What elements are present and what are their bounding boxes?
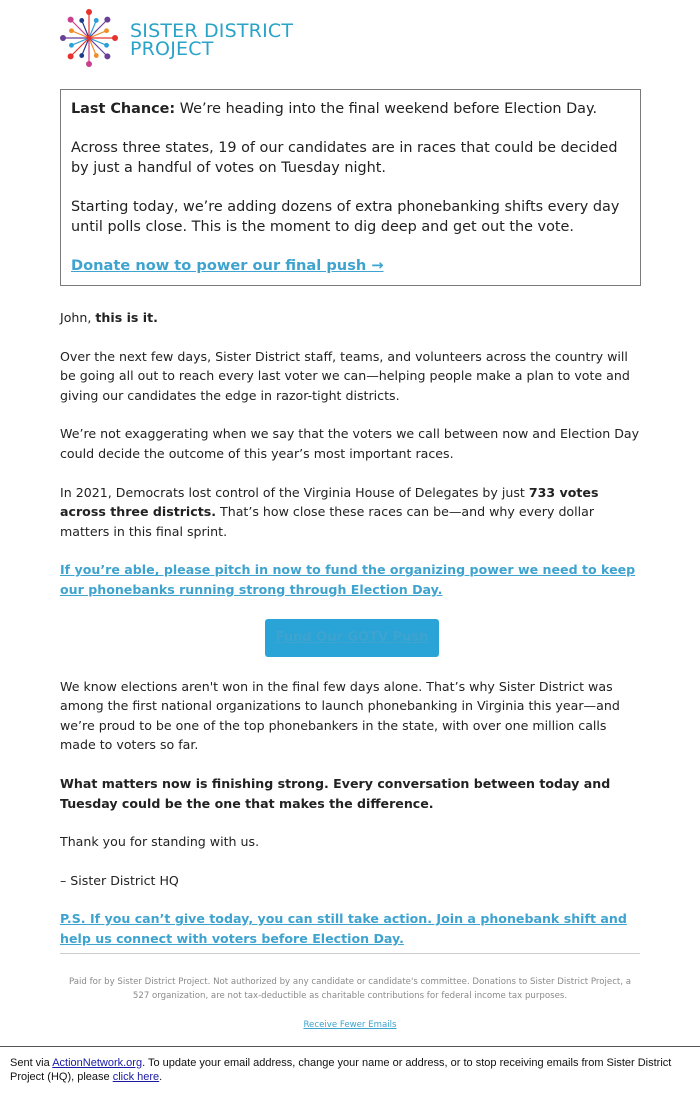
logo-dot [94,18,99,23]
logo-dot [68,53,74,59]
logo-dot [68,17,74,23]
logo-dot [86,9,92,15]
logo-dot [104,43,109,48]
cta-button-wrap [60,619,644,657]
ps-phonebank-link[interactable]: P.S. If you can’t give today, you can still take action. Join a phonebank shift and help us connect with voters before Election Day. [60,911,627,946]
logo-center-dot [87,36,92,41]
greeting [60,308,644,328]
logo-dot [79,53,84,58]
logo-line-2: PROJECT [130,38,214,60]
thank-you-line: Thank you for standing with us. [60,834,260,850]
click-here-link[interactable]: click here [112,1071,160,1083]
footer-prefix: Sent via [10,1057,53,1069]
logo-dot [104,28,109,33]
footer-divider [60,953,640,954]
logo-dot [60,35,66,41]
logo-dot [69,43,74,48]
p3-start: In 2021, Democrats lost control of the Virginia House of Delegates by just [60,484,529,500]
pitch-in-link[interactable]: If you’re able, please pitch in now to fund the organizing power we need to keep our phonebanks running strong through Election Day. [60,562,636,597]
signoff: – Sister District HQ [60,872,179,888]
logo-dot [104,17,110,23]
callout-link-wrap [71,256,630,276]
greeting-bold: this is it. [95,310,158,325]
action-network-footer [10,1056,690,1084]
logo-dot [69,28,74,33]
logo-ray [71,38,89,56]
actionnetwork-link[interactable]: ActionNetwork.org [52,1057,143,1069]
logo-ray [89,38,107,56]
unsubscribe-wrap [60,1019,640,1031]
pitch-in-link-wrap [60,560,644,599]
footer-suffix: . [159,1071,163,1083]
logo-ray [89,20,107,38]
logo-line-1: SISTER DISTRICT [130,20,294,42]
last-chance-callout [60,89,641,286]
logo-dot [79,18,84,23]
p3-bold: 733 votes across three districts. [60,484,599,520]
donate-final-push-link[interactable]: Donate now to power our final push → [71,257,384,274]
body-paragraph-5 [60,774,644,813]
logo-dot [86,61,92,67]
callout-headline-rest: We’re heading into the final weekend before Election Day. [175,101,598,117]
logo-wordmark [130,22,293,58]
paid-for-disclaimer: Paid for by Sister District Project. Not authorized by any candidate or candidate's committee. Donations to Sister District Project, a 527 organization, are not tax-deductible as charitable contributions for federal income tax purposes. [68,977,632,1001]
body-paragraph-2: We’re not exaggerating when we say that the voters we call between now and Election Day could decide the outcome of this year’s most important races. [60,426,640,461]
sister-district-logo [58,8,318,70]
action-network-rule [0,1046,700,1047]
starburst-logo-icon [58,8,122,70]
footer-middle: . To update your email address, change your name or address, or to stop receiving emails from Sister District Project (HQ), please [10,1057,672,1083]
finish-strong-bold: What matters now is finishing strong. Every conversation between today and Tuesday could be the one that makes the difference. [60,775,611,811]
ps-link-wrap [60,909,644,948]
p3-end: That’s how close these races can be—and why every dollar matters in this final sprint. [60,504,595,539]
callout-paragraph-2: Across three states, 19 of our candidates are in races that could be decided by just a handful of votes on Tuesday night. [71,140,618,176]
receive-fewer-emails-link[interactable]: Receive Fewer Emails [303,1020,397,1030]
callout-paragraph-3: Starting today, we’re adding dozens of extra phonebanking shifts every day until polls close. This is the moment to dig deep and get out the vote. [71,199,620,235]
logo-dot [104,53,110,59]
fund-gotv-button[interactable]: Fund Our GOTV Push [265,619,439,657]
email-body [60,308,644,967]
logo-dot [112,35,118,41]
logo-ray [71,20,89,38]
body-paragraph-3 [60,483,644,542]
callout-headline [71,99,630,119]
greeting-name: John, [60,310,96,325]
body-paragraph-4: We know elections aren't won in the final few days alone. That’s why Sister District was among the first national organizations to launch phonebanking in Virginia this year—and we’re proud to be one of the top phonebankers in the state, with over one million calls made to voters so far. [60,678,620,753]
callout-headline-bold: Last Chance: [71,101,176,117]
logo-dot [94,53,99,58]
body-paragraph-1: Over the next few days, Sister District staff, teams, and volunteers across the country will be going all out to reach every last voter we can—helping people make a plan to vote and giving our candidates the edge in razor-tight districts. [60,348,630,403]
